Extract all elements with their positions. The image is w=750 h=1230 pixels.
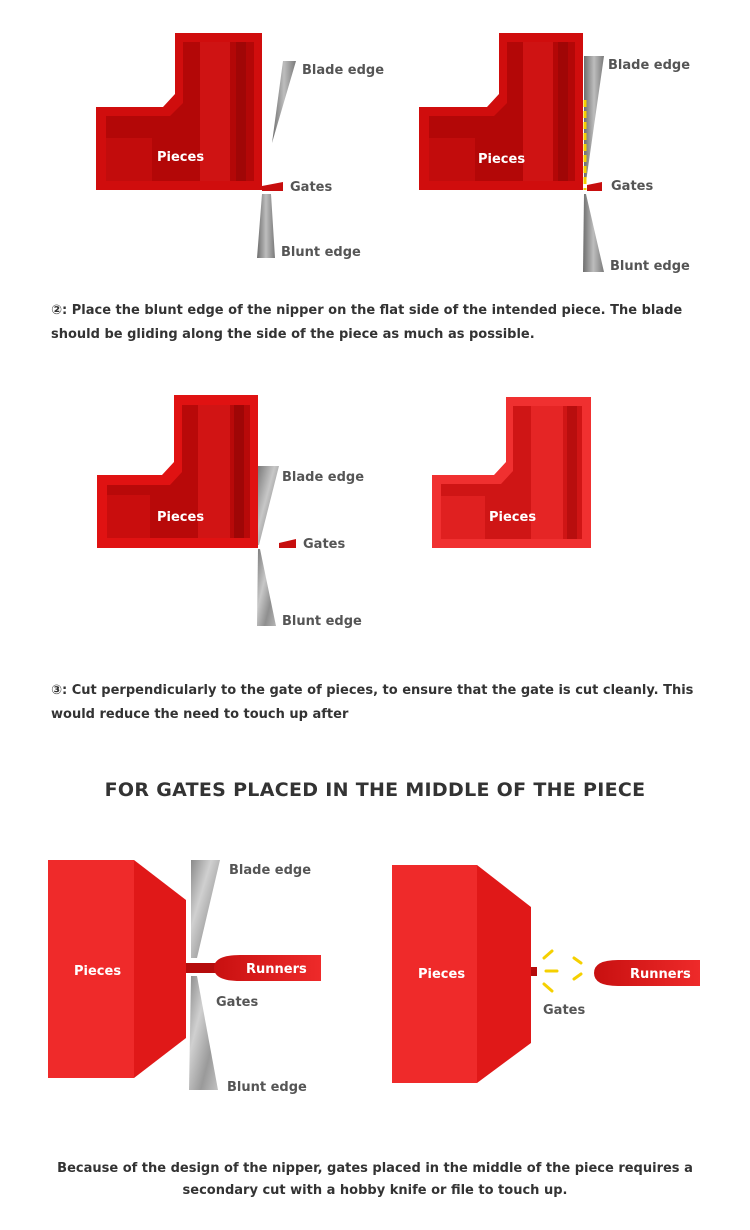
step-2-text — [51, 299, 711, 347]
diagram-row-2 — [0, 380, 750, 650]
diagram-row-1 — [0, 0, 750, 290]
blade-edge-label: Blade edge — [302, 63, 385, 78]
pieces-label: Pieces — [157, 150, 205, 165]
blade-upper — [191, 860, 220, 958]
gate-cut — [279, 539, 296, 548]
caption: Because of the design of the nipper, gates placed in the middle of the piece requires a secondary cut with a hobby knife or file to touch up. — [57, 1161, 693, 1198]
blade-edge-label: Blade edge — [608, 58, 691, 73]
gates-label: Gates — [290, 180, 333, 195]
blade-edge-label: Blade edge — [282, 470, 365, 485]
step-3-body: Cut perpendicularly to the gate of pieces, to ensure that the gate is cut cleanly. This would reduce the need to touch up after — [51, 683, 694, 722]
step-2-body: Place the blunt edge of the nipper on the flat side of the intended piece. The blade should be gliding along the side of the piece as much as possible. — [51, 303, 683, 342]
step-2-marker: ②: — [51, 303, 68, 318]
pieces-label: Pieces — [478, 152, 526, 167]
step-3-text — [51, 679, 711, 727]
runners-label: Runners — [246, 962, 307, 977]
blade-edge-label: Blade edge — [229, 863, 312, 878]
frustum-piece-left — [48, 860, 186, 1078]
section-heading: FOR GATES PLACED IN THE MIDDLE OF THE PIECE — [104, 779, 646, 801]
pieces-label: Pieces — [74, 964, 122, 979]
frustum-piece-right — [392, 865, 531, 1083]
blunt-edge-label: Blunt edge — [281, 245, 361, 260]
blunt-edge-label: Blunt edge — [282, 614, 362, 629]
runners-label: Runners — [630, 967, 691, 982]
l-piece-cut-left — [97, 395, 258, 548]
blade-upper-right — [584, 56, 604, 182]
blunt-edge-label: Blunt edge — [610, 259, 690, 274]
gates-label: Gates — [611, 179, 654, 194]
gates-label: Gates — [543, 1003, 586, 1018]
blade-upper — [258, 466, 279, 545]
blunt-lower — [257, 549, 276, 626]
gate-middle — [186, 963, 216, 973]
pieces-label: Pieces — [489, 510, 537, 525]
blunt-lower-right — [583, 194, 604, 272]
diagram-row-3 — [0, 840, 750, 1110]
gates-label: Gates — [303, 537, 346, 552]
l-piece-clean — [432, 397, 591, 548]
blunt-edge-label: Blunt edge — [227, 1080, 307, 1095]
l-piece-left — [96, 33, 262, 190]
pieces-label: Pieces — [418, 967, 466, 982]
gate-left — [262, 182, 283, 191]
gate-right — [587, 182, 602, 191]
gates-label: Gates — [216, 995, 259, 1010]
cut-marks — [544, 951, 581, 991]
gate-stub — [531, 967, 537, 976]
blunt-lower-left — [257, 194, 275, 258]
pieces-label: Pieces — [157, 510, 205, 525]
l-piece-right — [419, 33, 583, 190]
blade-upper-left — [272, 61, 296, 143]
blunt-lower — [189, 976, 218, 1090]
step-3-marker: ③: — [51, 683, 68, 698]
